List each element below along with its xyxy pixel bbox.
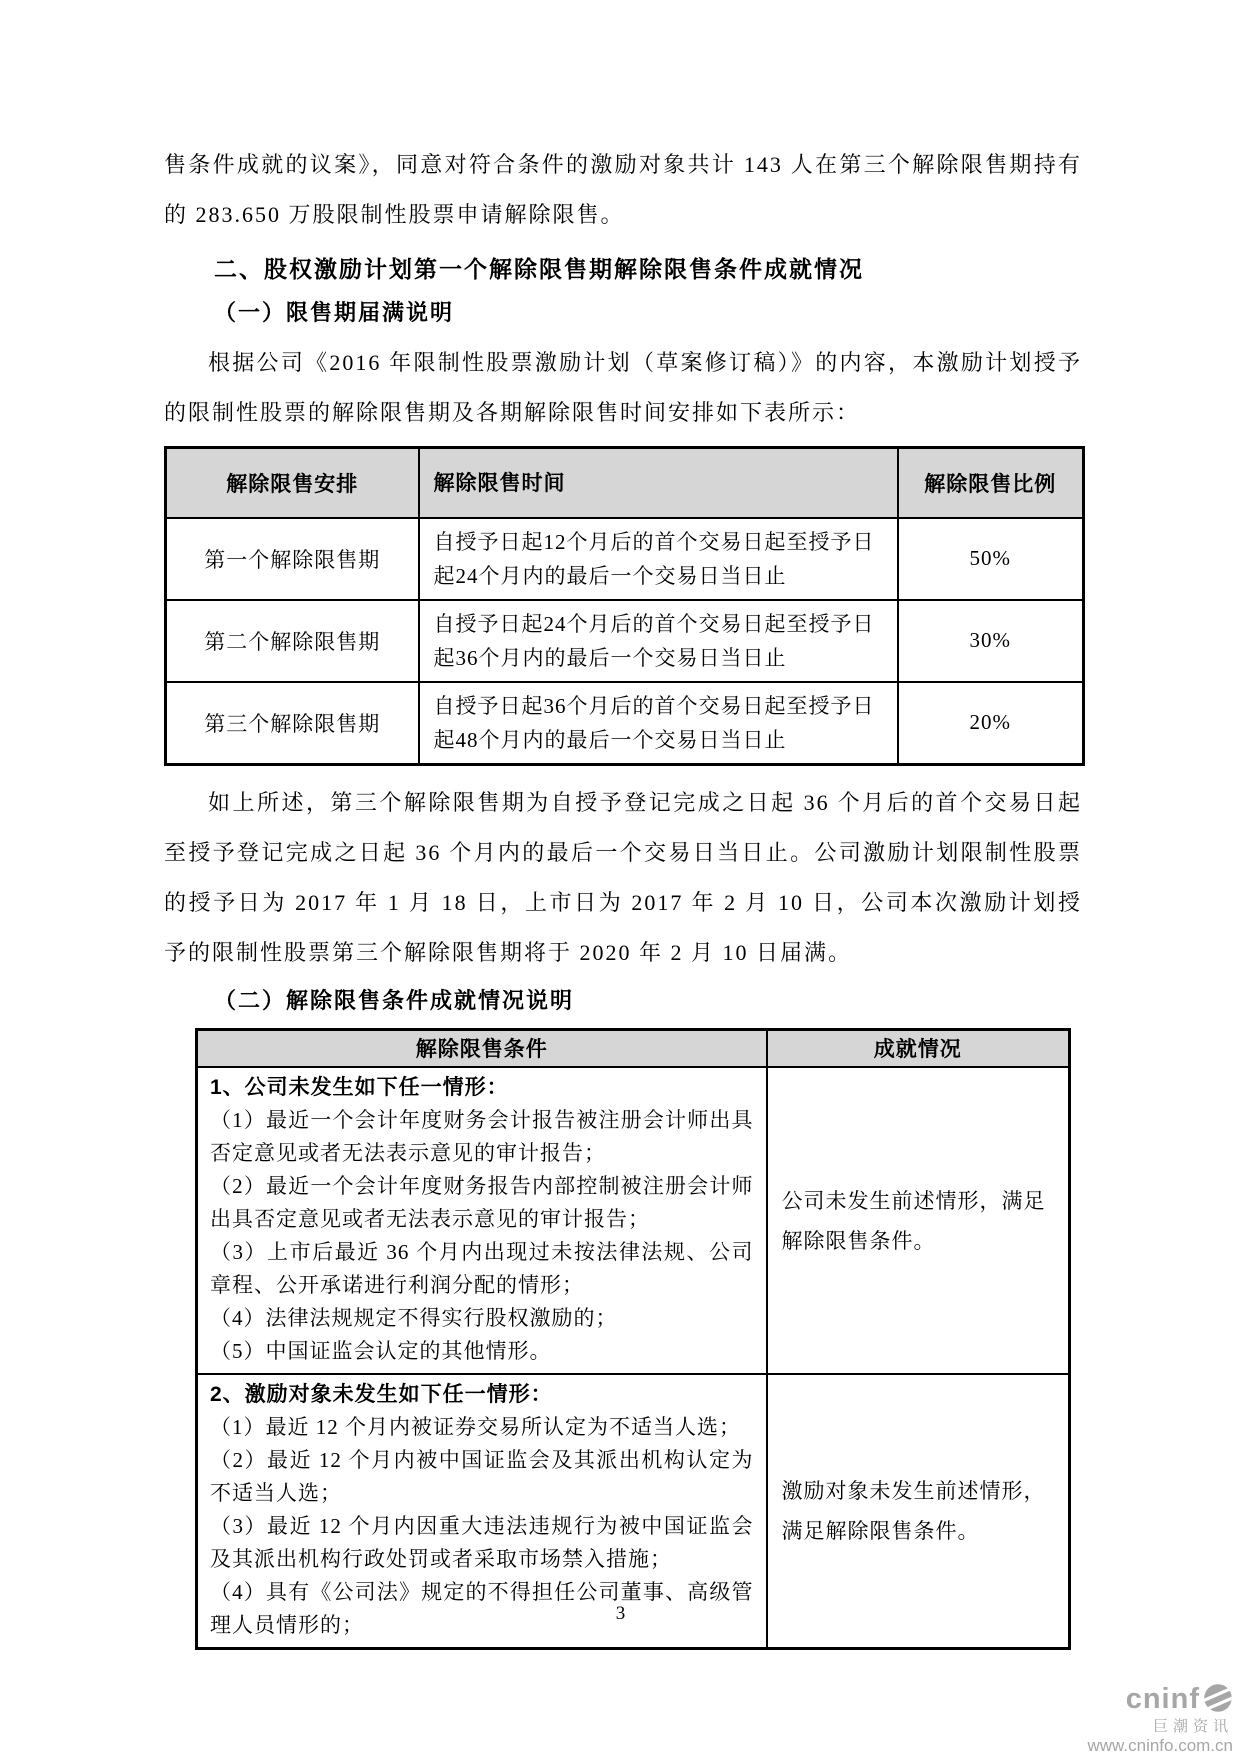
ratio-cell: 50% xyxy=(898,518,1084,600)
condition-item: （3）上市后最近 36 个月内出现过未按法律法规、公司章程、公开承诺进行利润分配的情形； xyxy=(210,1240,754,1297)
page-content xyxy=(164,140,1082,1650)
ratio-cell: 20% xyxy=(898,682,1084,765)
summary-paragraph: 如上所述，第三个解除限售期为自授予登记完成之日起 36 个月后的首个交易日起至授予登记完成之日起 36 个月内的最后一个交易日当日止。公司激励计划限制性股票的授予日为 2017 年 1 月 18 日，上市日为 2017 年 2 月 10 日，公司本次激励计划授予的限制性股票第三个解除限售期将于 2020 年 2 月 10 日届满。 xyxy=(164,789,1082,965)
time-cell: 自授予日起12个月后的首个交易日起至授予日起24个月内的最后一个交易日当日止 xyxy=(419,518,898,600)
sub-heading-1: （一）限售期届满说明 xyxy=(214,300,455,325)
status-cell: 激励对象未发生前述情形，满足解除限售条件。 xyxy=(767,1374,1070,1649)
cninf-wordmark: cninf xyxy=(1125,1683,1200,1716)
column-header-arrangement: 解除限售安排 xyxy=(166,448,419,518)
table-row xyxy=(166,682,1084,765)
unlock-schedule-table xyxy=(164,446,1085,766)
sub-heading-2: （二）解除限售条件成就情况说明 xyxy=(214,987,575,1013)
status-cell: 公司未发生前述情形，满足解除限售条件。 xyxy=(767,1067,1070,1374)
intro-paragraph: 售条件成就的议案》，同意对符合条件的激励对象共计 143 人在第三个解除限售期持有的 283.650 万股限制性股票申请解除限售。 xyxy=(164,152,1082,227)
table-row xyxy=(166,600,1084,682)
condition-item: （4）法律法规规定不得实行股权激励的； xyxy=(210,1306,618,1330)
table-header-row xyxy=(166,448,1084,518)
period-cell: 第二个解除限售期 xyxy=(166,600,419,682)
basis-paragraph: 根据公司《2016 年限制性股票激励计划（草案修订稿）》的内容，本激励计划授予的限制性股票的解除限售期及各期解除限售时间安排如下表所示： xyxy=(164,350,1082,425)
condition-item: （3）最近 12 个月内因重大违法违规行为被中国证监会及其派出机构行政处罚或者采取市场禁入措施； xyxy=(210,1514,754,1571)
time-cell: 自授予日起24个月后的首个交易日起至授予日起36个月内的最后一个交易日当日止 xyxy=(419,600,898,682)
table-row xyxy=(166,518,1084,600)
column-header-status: 成就情况 xyxy=(767,1029,1070,1067)
condition-item: （4）具有《公司法》规定的不得担任公司董事、高级管理人员情形的； xyxy=(210,1580,754,1637)
period-cell: 第三个解除限售期 xyxy=(166,682,419,765)
column-header-time: 解除限售时间 xyxy=(419,448,898,518)
time-cell: 自授予日起36个月后的首个交易日起至授予日起48个月内的最后一个交易日当日止 xyxy=(419,682,898,765)
condition-item: （1）最近一个会计年度财务会计报告被注册会计师出具否定意见或者无法表示意见的审计报告； xyxy=(210,1108,754,1165)
table-row xyxy=(197,1067,1070,1374)
logo-chinese-name: 巨潮资讯 xyxy=(1152,1717,1233,1735)
unlock-conditions-table xyxy=(195,1028,1071,1651)
ratio-cell: 30% xyxy=(898,600,1084,682)
period-cell: 第一个解除限售期 xyxy=(166,518,419,600)
column-header-ratio: 解除限售比例 xyxy=(898,448,1084,518)
page-number: 3 xyxy=(615,1603,626,1624)
globe-icon xyxy=(1203,1683,1233,1718)
condition-item: （5）中国证监会认定的其他情形。 xyxy=(210,1339,552,1363)
condition-title: 1、公司未发生如下任一情形： xyxy=(210,1076,509,1099)
condition-cell xyxy=(197,1067,767,1374)
section-heading: 二、股权激励计划第一个解除限售期解除限售条件成就情况 xyxy=(214,256,864,282)
logo-row xyxy=(1088,1683,1234,1718)
condition-item: （2）最近 12 个月内被中国证监会及其派出机构认定为不适当人选； xyxy=(210,1448,754,1505)
logo-url: www.cninfo.com.cn xyxy=(1087,1736,1233,1755)
condition-title: 2、激励对象未发生如下任一情形： xyxy=(210,1383,553,1406)
cninfo-logo xyxy=(1088,1683,1234,1755)
condition-item: （2）最近一个会计年度财务报告内部控制被注册会计师出具否定意见或者无法表示意见的审计报告； xyxy=(210,1174,754,1231)
condition-item: （1）最近 12 个月内被证券交易所认定为不适当人选； xyxy=(210,1415,741,1439)
column-header-condition: 解除限售条件 xyxy=(197,1029,767,1067)
table-header-row xyxy=(197,1029,1070,1067)
